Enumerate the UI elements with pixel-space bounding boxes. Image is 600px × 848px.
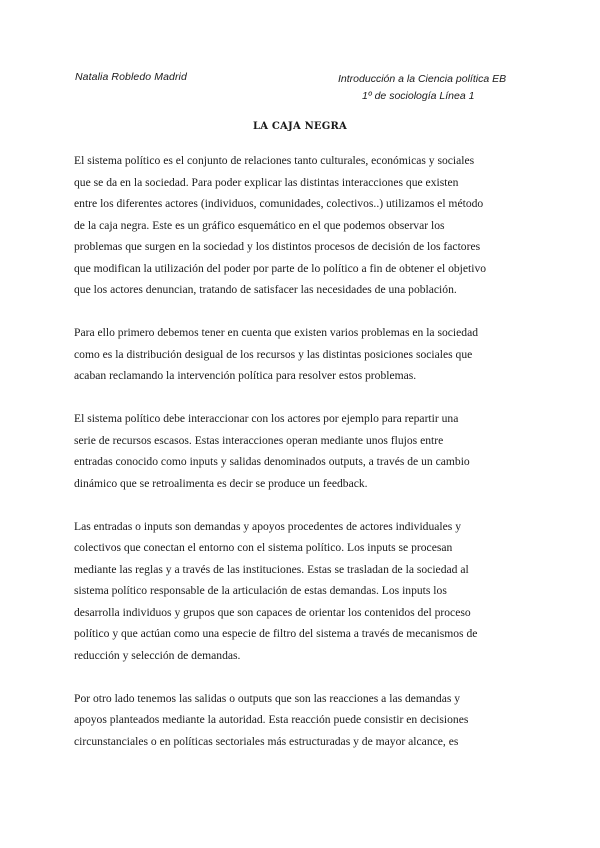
text-line: desarrolla individuos y grupos que son capaces de orientar los contenidos del proceso bbox=[74, 605, 471, 619]
text-line: que los actores denuncian, tratando de satisfacer las necesidades de una población. bbox=[74, 283, 457, 296]
text-line: Las entradas o inputs son demandas y apoyos procedentes de actores individuales y bbox=[74, 519, 461, 533]
text-line: circunstanciales o en políticas sectoriales más estructuradas y de mayor alcance, es bbox=[74, 734, 459, 748]
text-line: colectivos que conectan el entorno con el sistema político. Los inputs se procesan bbox=[74, 541, 453, 554]
text-line: que modifican la utilización del poder por parte de lo político a fin de obtener el objetivo bbox=[74, 261, 487, 275]
text-line: político y que actúan como una especie de filtro del sistema a través de mecanismos de bbox=[74, 627, 478, 640]
text-line: Para ello primero debemos tener en cuenta que existen varios problemas en la sociedad bbox=[74, 326, 479, 339]
text-line: entre los diferentes actores (individuos, comunidades, colectivos..) utilizamos el método bbox=[74, 197, 484, 210]
text-line: dinámico que se retroalimenta es decir se produce un feedback. bbox=[74, 476, 368, 490]
paragraph-5 bbox=[74, 688, 536, 753]
header-course: Introducción a la Ciencia política EB bbox=[338, 73, 507, 85]
header-author: Natalia Robledo Madrid bbox=[75, 71, 187, 83]
text-line: apoyos planteados mediante la autoridad. Esta reacción puede consistir en decisiones bbox=[74, 713, 469, 726]
text-line: El sistema político es el conjunto de relaciones tanto culturales, económicas y sociales bbox=[74, 154, 475, 167]
text-line: acaban reclamando la intervención política para resolver estos problemas. bbox=[74, 369, 417, 382]
paragraph-2 bbox=[74, 322, 536, 387]
text-line: mediante las reglas y a través de las instituciones. Estas se trasladan de la sociedad al bbox=[74, 562, 469, 576]
header-course-block bbox=[338, 71, 506, 105]
text-line: que se da en la sociedad. Para poder explicar las distintas interacciones que existen bbox=[74, 175, 459, 189]
header-group: 1º de sociología Línea 1 bbox=[362, 90, 475, 102]
text-line: El sistema político debe interaccionar con los actores por ejemplo para repartir una bbox=[74, 412, 459, 425]
text-line: sistema político responsable de la articulación de estas demandas. Los inputs los bbox=[74, 584, 447, 597]
text-line: problemas que surgen en la sociedad y los distintos procesos de decisión de los factores bbox=[74, 240, 481, 253]
paragraph-1 bbox=[74, 150, 536, 301]
text-line: serie de recursos escasos. Estas interacciones operan mediante unos flujos entre bbox=[74, 433, 444, 447]
document-body bbox=[74, 150, 536, 774]
text-line: Por otro lado tenemos las salidas o outputs que son las reacciones a las demandas y bbox=[74, 691, 461, 705]
text-line: entradas conocido como inputs y salidas denominados outputs, a través de un cambio bbox=[74, 455, 470, 468]
document-title: LA CAJA NEGRA bbox=[253, 121, 347, 132]
text-line: como es la distribución desigual de los recursos y las distintas posiciones sociales que bbox=[74, 347, 473, 361]
text-line: reducción y selección de demandas. bbox=[74, 648, 241, 662]
text-line: de la caja negra. Este es un gráfico esquemático en el que podemos observar los bbox=[74, 218, 445, 232]
paragraph-3 bbox=[74, 408, 536, 494]
paragraph-4 bbox=[74, 516, 536, 667]
